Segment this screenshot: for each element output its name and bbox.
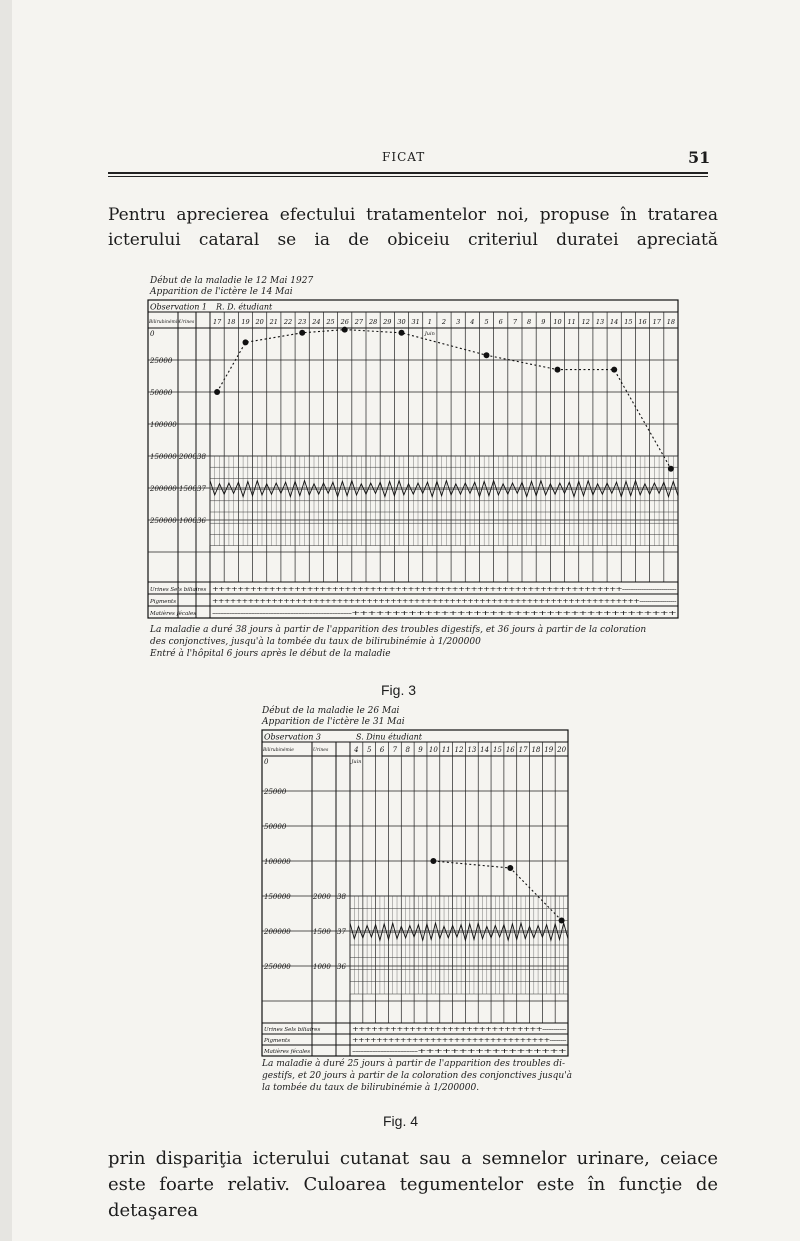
juin-label: Juin [424,331,435,337]
bilirubin-scale-label: 25000 [150,357,173,365]
day-label: 7 [512,318,517,326]
day-label: 1 [427,318,432,326]
urine-scale-label: 1000 [179,517,197,525]
day-label: 17 [652,318,661,326]
day-label: 4 [354,746,359,754]
day-label: 11 [567,318,576,326]
bottom-row-marks: --------------------------------------------------++++++++++++++++++++++++++++++++++++++++ [212,609,677,617]
fig4-chart [262,730,568,1056]
patient-label: S. Dinu étudiant [356,732,423,742]
column-header-urines: Urines [313,748,329,753]
day-label: 17 [518,746,528,754]
column-header-bilirubin: Bilirubinémie [263,748,294,753]
observation-label: Observation 1 [150,302,208,312]
day-label: 17 [212,318,222,326]
bilirubin-scale-label: 150000 [264,893,291,901]
day-label: 27 [354,318,364,326]
day-label: 15 [624,318,633,326]
bottom-row-marks: ++++++++++++++++++++++++++++++----------- [352,1025,567,1033]
day-label: 11 [441,746,451,754]
day-label: 21 [269,318,278,326]
bilirubin-curve [217,330,671,469]
header-rule [108,172,708,174]
page-number: 51 [688,148,711,167]
day-label: 6 [498,318,503,326]
bilirubin-scale-label: 50000 [264,823,287,831]
fig3-chart [148,300,678,618]
bilirubin-point [342,327,348,333]
day-label: 20 [255,318,264,326]
day-label: 23 [298,318,307,326]
day-label: 18 [666,318,676,326]
bilirubin-scale-label: 0 [264,758,269,766]
urine-scale-label: 2000 [179,453,197,461]
bilirubin-scale-label: 50000 [150,389,173,397]
chart-frame [148,300,678,618]
day-label: 30 [397,318,406,326]
bilirubin-scale-label: 100000 [150,421,177,429]
day-label: 13 [595,318,605,326]
bilirubin-scale-label: 0 [150,330,155,338]
day-label: 7 [392,746,398,754]
temperature-scale-label: 38 [197,453,206,461]
day-label: 31 [411,318,420,326]
day-label: 14 [480,746,490,754]
bottom-row-label: Urines Sels biliaires [264,1027,321,1033]
fig3-note-line: des conjonctives, jusqu'à la tombée du taux de bilirubinémie à 1/200000 [150,637,481,647]
bilirubin-scale-label: 150000 [150,453,177,461]
day-label: 6 [379,746,385,754]
fig3-onset-line: Début de la maladie le 12 Mai 1927 [150,276,314,286]
day-label: 14 [610,318,619,326]
fig4-note-line: gestifs, et 20 jours à partir de la coloration des conjonctives jusqu'à [262,1071,572,1081]
day-label: 5 [484,318,489,326]
bilirubin-point [299,330,305,336]
day-label: 13 [467,746,477,754]
bilirubin-point [555,367,561,373]
day-label: 12 [581,318,590,326]
page-edge [0,0,12,1241]
day-label: 24 [312,318,321,326]
fig3-jaundice-line: Apparition de l'ictère le 14 Mai [150,287,293,297]
day-label: 16 [505,746,515,754]
urine-scale-label: 2000 [313,893,331,901]
bilirubin-point [559,918,565,924]
paragraph-bottom: prin dispariţia icterului cutanat sau a semnelor urinare, ceiace este foarte relativ. Culoarea tegumentelor este în funcţie de detaşarea [108,1148,718,1221]
fig3-note-line: La maladie a duré 38 jours à partir de l'apparition des troubles digestifs, et 36 jours à partir de la coloration [150,625,647,635]
bilirubin-point [507,865,513,871]
running-head: FICAT [382,150,426,164]
day-label: 9 [541,318,546,326]
day-label: 15 [493,746,502,754]
fig4-jaundice-line: Apparition de l'ictère le 31 Mai [262,717,405,727]
urine-scale-label: 1500 [179,485,197,493]
urine-scale-label: 1000 [313,963,331,971]
bilirubin-scale-label: 100000 [264,858,291,866]
fig4-header [262,706,405,728]
fig3-header [150,276,313,298]
temperature-scale-label: 36 [197,517,206,525]
bilirubin-scale-label: 25000 [264,788,287,796]
bottom-row-marks: +++++++++++++++++++++++++++++++++-------- [352,1036,567,1044]
temperature-scale-label: 37 [197,485,206,493]
urine-scale-label: 1500 [313,928,331,936]
column-header-bilirubin: Bilirubinémie [149,320,180,325]
header-rule-thin [108,176,708,177]
bottom-row-label: Pigments [150,599,177,605]
day-label: 4 [470,318,475,326]
bottom-row-marks: +++++++++++++++++++++++++++++++++++++++++++++++++++++++++++++++++------------------------- [212,585,677,593]
day-label: 22 [283,318,293,326]
temperature-curve [350,923,568,940]
day-label: 28 [368,318,378,326]
day-label: 8 [527,318,532,326]
day-label: 20 [557,746,567,754]
bilirubin-scale-label: 200000 [264,928,291,936]
fig4-onset-line: Début de la maladie le 26 Mai [262,706,400,716]
day-label: 8 [405,746,410,754]
fig3-caption: Fig. 3 [381,682,417,698]
chart-frame [262,730,568,1056]
bilirubin-point [430,858,436,864]
day-label: 9 [418,746,423,754]
day-label: 25 [326,318,335,326]
bilirubin-point [214,389,220,395]
fig4-note [262,1058,582,1094]
day-label: 26 [340,318,349,326]
bilirubin-scale-label: 200000 [150,485,177,493]
column-header-urines: Urines [179,320,195,325]
juin-label: Juin [351,759,362,765]
fig4-note-line: La maladie à duré 25 jours à partir de l'apparition des troubles di- [262,1059,565,1069]
day-label: 12 [454,746,464,754]
day-label: 5 [367,746,372,754]
temperature-scale-label: 36 [337,963,346,971]
temperature-curve [210,481,678,497]
day-label: 19 [241,318,250,326]
day-label: 18 [227,318,236,326]
day-label: 3 [456,318,461,326]
bottom-row-marks: ++++++++++++++++++++++++++++++++++++++++++++++++++++++++++++++++++++++++------------------ [212,597,677,605]
bottom-row-label: Pigments [264,1038,291,1044]
bilirubin-point [668,466,674,472]
bilirubin-point [399,330,405,336]
paragraph-top: Pentru aprecierea efectului tratamentelor noi, propuse în tratarea icterului cataral se ia de obiceiu criteriul duratei apreciată [108,205,718,250]
bottom-row-label: Urines Sels biliaires [150,587,207,593]
day-label: 19 [544,746,554,754]
fig4-caption: Fig. 4 [383,1113,419,1129]
bottom-row-marks: -----------------------++++++++++++++++++ [352,1047,567,1055]
bilirubin-scale-label: 250000 [264,963,291,971]
bilirubin-point [484,352,490,358]
day-label: 10 [553,318,562,326]
bilirubin-scale-label: 250000 [150,517,177,525]
bottom-row-label: Matières fécales [150,611,197,617]
patient-label: R. D. étudiant [216,302,273,312]
observation-label: Observation 3 [264,732,322,742]
day-label: 10 [428,746,438,754]
day-label: 2 [441,318,447,326]
temperature-scale-label: 37 [337,928,346,936]
fig3-note [150,624,690,660]
fig3-note-line: Entré à l'hôpital 6 jours après le début de la maladie [150,649,391,659]
bottom-row-label: Matières fécales [264,1049,311,1055]
bilirubin-point [243,339,249,345]
day-label: 29 [383,318,392,326]
fig4-note-line: la tombée du taux de bilirubinémie à 1/200000. [262,1083,480,1093]
day-label: 16 [638,318,647,326]
temperature-scale-label: 38 [337,893,346,901]
day-label: 18 [531,746,541,754]
bilirubin-point [611,367,617,373]
